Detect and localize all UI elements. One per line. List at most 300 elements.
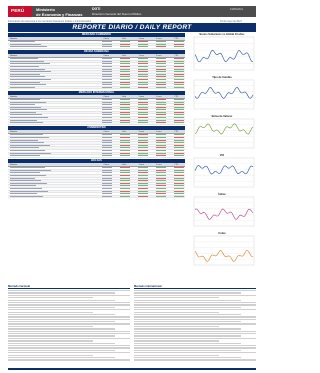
row-value-placeholder [167,145,185,147]
row-value-placeholder [167,134,185,136]
text-line-placeholder [8,357,115,358]
text-line-placeholder [8,302,130,303]
text-line-placeholder [134,359,256,360]
row-value-placeholder [149,142,167,144]
row-value-placeholder [131,150,149,152]
text-line-placeholder [134,347,256,348]
row-value-placeholder [167,41,185,43]
row-value-placeholder [113,185,131,187]
reference-date: 19 de mayo de 2021 [220,20,242,23]
row-value-placeholder [113,58,131,60]
text-line-placeholder [8,335,115,336]
row-value-placeholder [149,61,167,63]
text-line-placeholder [134,328,241,329]
chart-panel [188,33,256,74]
row-value-placeholder [96,114,114,116]
row-value-placeholder [149,87,167,89]
row-value-placeholder [149,178,167,180]
report-title: REPORTE DIARIO / DAILY REPORT [8,23,256,32]
row-value-placeholder [96,134,114,136]
row-value-placeholder [149,46,167,48]
row-value-placeholder [149,172,167,174]
row-value-placeholder [149,114,167,116]
row-value-placeholder [149,175,167,177]
row-value-placeholder [96,188,114,190]
row-value-placeholder [167,71,185,73]
row-value-placeholder [167,107,185,109]
row-value-placeholder [113,76,131,78]
row-name-placeholder [8,193,96,195]
row-value-placeholder [96,137,114,139]
row-value-placeholder [149,147,167,149]
table-row [8,196,185,199]
row-value-placeholder [96,140,114,142]
text-line-placeholder [8,309,130,310]
row-value-placeholder [96,74,114,76]
row-value-placeholder [113,112,131,114]
column-header: 1 mes [156,164,162,167]
row-name-placeholder [8,79,96,81]
row-value-placeholder [113,142,131,144]
row-value-placeholder [113,46,131,48]
row-value-placeholder [113,117,131,119]
row-value-placeholder [149,196,167,198]
row-value-placeholder [113,147,131,149]
row-value-placeholder [113,134,131,136]
row-value-placeholder [167,188,185,190]
row-value-placeholder [167,172,185,174]
row-value-placeholder [149,84,167,86]
row-value-placeholder [96,185,114,187]
column-header: 1 mes [156,38,162,40]
text-line-placeholder [134,309,256,310]
row-value-placeholder [96,142,114,144]
row-value-placeholder [167,82,185,84]
row-value-placeholder [131,87,149,89]
row-value-placeholder [96,66,114,68]
row-value-placeholder [131,140,149,142]
row-name-placeholder [8,87,96,89]
row-value-placeholder [131,44,149,46]
column-header: 1 sem [138,164,144,167]
row-value-placeholder [167,84,185,86]
row-value-placeholder [131,117,149,119]
row-value-placeholder [167,185,185,187]
column-header: YTD [174,38,179,40]
row-value-placeholder [113,175,131,177]
chart-title: Bonos Soberanos vs Global 10 años [199,33,245,36]
commentary-left-heading: Mercado nacional [8,285,130,289]
row-value-placeholder [167,140,185,142]
column-header: 1 día [121,55,126,58]
row-value-placeholder [113,137,131,139]
row-value-placeholder [96,153,114,155]
row-value-placeholder [167,120,185,122]
column-header: 1 día [121,131,126,134]
row-value-placeholder [96,196,114,198]
row-value-placeholder [167,175,185,177]
row-value-placeholder [113,44,131,46]
row-value-placeholder [131,180,149,182]
row-value-placeholder [149,41,167,43]
row-value-placeholder [96,107,114,109]
text-line-placeholder [8,343,115,344]
row-name-placeholder [8,122,96,124]
row-name-placeholder [8,69,96,71]
row-value-placeholder [167,178,185,180]
row-value-placeholder [113,145,131,147]
column-header: Nombre [10,95,18,98]
row-value-placeholder [131,112,149,114]
ministry-line2: de Economía y Finanzas [36,12,83,17]
row-value-placeholder [96,170,114,172]
row-value-placeholder [113,41,131,43]
row-value-placeholder [167,46,185,48]
row-value-placeholder [96,63,114,65]
column-header: YTD [174,164,179,167]
row-value-placeholder [96,102,114,104]
row-name-placeholder [8,196,96,198]
row-value-placeholder [167,112,185,114]
row-value-placeholder [167,191,185,193]
text-line-placeholder [8,345,130,346]
row-value-placeholder [131,134,149,136]
row-value-placeholder [96,167,114,169]
row-value-placeholder [167,109,185,111]
row-value-placeholder [167,170,185,172]
row-value-placeholder [113,102,131,104]
row-value-placeholder [113,180,131,182]
text-line-placeholder [134,350,241,351]
row-value-placeholder [149,107,167,109]
row-value-placeholder [167,69,185,71]
row-name-placeholder [8,44,96,46]
column-header: Nombre [10,38,18,40]
row-value-placeholder [131,145,149,147]
row-value-placeholder [131,82,149,84]
table-section [8,33,185,49]
row-value-placeholder [167,44,185,46]
row-name-placeholder [8,84,96,86]
column-header: Cierre [103,38,109,40]
row-name-placeholder [8,46,96,48]
column-header: 1 sem [138,131,144,134]
row-name-placeholder [8,175,96,177]
row-value-placeholder [96,84,114,86]
row-name-placeholder [8,147,96,149]
chart-panel [188,115,256,152]
text-line-placeholder [8,295,130,296]
text-line-placeholder [134,307,241,308]
column-header: 1 mes [156,131,162,134]
row-value-placeholder [96,178,114,180]
text-line-placeholder [134,357,241,358]
row-name-placeholder [8,150,96,152]
row-name-placeholder [8,107,96,109]
row-value-placeholder [149,180,167,182]
row-value-placeholder [149,63,167,65]
row-value-placeholder [96,104,114,106]
row-value-placeholder [149,99,167,101]
row-value-placeholder [96,183,114,185]
row-name-placeholder [8,61,96,63]
row-value-placeholder [96,99,114,101]
row-value-placeholder [149,74,167,76]
text-line-placeholder [8,323,130,324]
row-value-placeholder [131,69,149,71]
chart-plot [188,36,256,74]
column-header: Nombre [10,164,18,167]
row-value-placeholder [113,188,131,190]
chart-panel [188,76,256,113]
row-value-placeholder [113,155,131,157]
row-value-placeholder [131,155,149,157]
row-value-placeholder [149,104,167,106]
text-line-placeholder [8,347,130,348]
row-name-placeholder [8,137,96,139]
row-value-placeholder [149,153,167,155]
row-name-placeholder [8,142,96,144]
row-value-placeholder [131,102,149,104]
row-value-placeholder [131,74,149,76]
row-value-placeholder [113,170,131,172]
row-value-placeholder [149,170,167,172]
row-value-placeholder [167,147,185,149]
row-value-placeholder [131,183,149,185]
row-value-placeholder [113,74,131,76]
column-header: YTD [174,95,179,98]
plot-frame [194,197,254,226]
row-name-placeholder [8,76,96,78]
section-heading: DEUDA SOBERANA [8,50,185,54]
row-value-placeholder [167,183,185,185]
row-value-placeholder [96,71,114,73]
row-value-placeholder [131,137,149,139]
column-header: Nombre [10,55,18,58]
chart-title: Índice [218,193,226,196]
row-value-placeholder [96,79,114,81]
office-line1: DGTI [92,7,101,11]
row-value-placeholder [167,150,185,152]
row-value-placeholder [96,147,114,149]
row-name-placeholder [8,58,96,60]
text-line-placeholder [134,319,256,320]
row-value-placeholder [149,58,167,60]
row-value-placeholder [149,183,167,185]
row-name-placeholder [8,120,96,122]
row-value-placeholder [131,46,149,48]
row-value-placeholder [167,167,185,169]
row-name-placeholder [8,172,96,174]
row-value-placeholder [149,191,167,193]
row-name-placeholder [8,66,96,68]
row-name-placeholder [8,71,96,73]
row-value-placeholder [167,63,185,65]
row-value-placeholder [131,170,149,172]
chart-plot [188,79,256,113]
row-value-placeholder [131,41,149,43]
text-line-placeholder [8,328,115,329]
row-name-placeholder [8,102,96,104]
row-value-placeholder [149,79,167,81]
text-line-placeholder [134,323,256,324]
text-line-placeholder [8,319,130,320]
chart-title: Cobre [218,232,226,235]
row-name-placeholder [8,145,96,147]
row-value-placeholder [149,155,167,157]
row-value-placeholder [149,140,167,142]
row-value-placeholder [113,140,131,142]
row-value-placeholder [167,180,185,182]
row-value-placeholder [167,155,185,157]
section-heading: MERCADO INTERNACIONAL [8,91,185,95]
column-header: Cierre [103,55,109,58]
commentary-right [134,285,256,362]
row-value-placeholder [149,82,167,84]
text-line-placeholder [134,300,241,301]
header-date: 19/05/2021 [230,8,243,11]
text-line-placeholder [8,340,93,341]
row-value-placeholder [96,76,114,78]
row-value-placeholder [167,142,185,144]
tables-column [8,33,185,200]
row-value-placeholder [131,76,149,78]
chart-title: Bolsa de Valores [211,115,233,118]
row-value-placeholder [167,102,185,104]
row-value-placeholder [131,66,149,68]
row-name-placeholder [8,112,96,114]
row-value-placeholder [149,167,167,169]
row-value-placeholder [149,193,167,195]
row-value-placeholder [131,147,149,149]
row-value-placeholder [149,188,167,190]
column-header: Cierre [103,164,109,167]
row-name-placeholder [8,134,96,136]
row-name-placeholder [8,63,96,65]
plot-frame [194,80,254,109]
text-line-placeholder [8,338,130,339]
row-value-placeholder [113,167,131,169]
row-value-placeholder [113,61,131,63]
row-value-placeholder [96,61,114,63]
row-value-placeholder [113,104,131,106]
plot-frame [194,158,254,187]
row-value-placeholder [131,71,149,73]
row-value-placeholder [96,155,114,157]
row-value-placeholder [167,87,185,89]
row-value-placeholder [131,63,149,65]
text-line-placeholder [134,297,219,298]
row-value-placeholder [113,87,131,89]
row-name-placeholder [8,191,96,193]
row-value-placeholder [131,178,149,180]
row-value-placeholder [113,71,131,73]
row-value-placeholder [167,76,185,78]
row-name-placeholder [8,41,96,43]
row-value-placeholder [113,69,131,71]
row-value-placeholder [113,120,131,122]
row-value-placeholder [167,114,185,116]
row-name-placeholder [8,183,96,185]
row-value-placeholder [149,122,167,124]
row-name-placeholder [8,74,96,76]
row-value-placeholder [167,196,185,198]
row-value-placeholder [167,61,185,63]
row-name-placeholder [8,180,96,182]
text-line-placeholder [8,326,93,327]
row-value-placeholder [149,69,167,71]
row-value-placeholder [96,112,114,114]
row-value-placeholder [113,122,131,124]
row-value-placeholder [131,104,149,106]
text-line-placeholder [134,292,241,293]
plot-frame [194,119,254,148]
row-value-placeholder [167,117,185,119]
row-name-placeholder [8,188,96,190]
row-value-placeholder [167,74,185,76]
text-line-placeholder [8,316,130,317]
column-header: Nombre [10,131,18,134]
chart-plot [188,157,256,191]
column-header: 1 día [121,164,126,167]
column-header: YTD [174,55,179,58]
section-heading: COMMODITIES [8,126,185,130]
ministry-line1: Ministerio [36,7,55,12]
row-value-placeholder [149,134,167,136]
chart-plot [188,118,256,152]
row-name-placeholder [8,185,96,187]
column-header: Cierre [103,131,109,134]
row-value-placeholder [149,150,167,152]
text-line-placeholder [134,345,256,346]
row-value-placeholder [96,175,114,177]
row-value-placeholder [96,41,114,43]
row-name-placeholder [8,114,96,116]
row-value-placeholder [149,109,167,111]
row-value-placeholder [96,58,114,60]
chart-title: VIX [219,154,225,157]
row-value-placeholder [113,183,131,185]
text-line-placeholder [134,355,219,356]
row-value-placeholder [131,153,149,155]
reference-line: Información de referencia a los mercados financieros locales e internacionales [8,20,92,23]
row-name-placeholder [8,104,96,106]
row-value-placeholder [167,58,185,60]
row-value-placeholder [113,82,131,84]
text-line-placeholder [8,331,130,332]
commentary-left [8,285,130,362]
country-label: PERÚ [11,8,25,13]
row-value-placeholder [149,44,167,46]
commentary-right-heading: Mercado internacional [134,285,256,289]
row-value-placeholder [96,193,114,195]
row-value-placeholder [113,109,131,111]
column-header: Cierre [103,95,109,98]
row-value-placeholder [131,142,149,144]
row-value-placeholder [96,191,114,193]
column-header: 1 sem [138,38,144,40]
row-value-placeholder [131,107,149,109]
table-section [8,50,185,89]
row-value-placeholder [167,99,185,101]
column-header: 1 mes [156,95,162,98]
text-line-placeholder [8,355,93,356]
table-section [8,159,185,198]
row-value-placeholder [131,61,149,63]
row-value-placeholder [149,117,167,119]
row-value-placeholder [149,145,167,147]
report-header [8,6,256,19]
